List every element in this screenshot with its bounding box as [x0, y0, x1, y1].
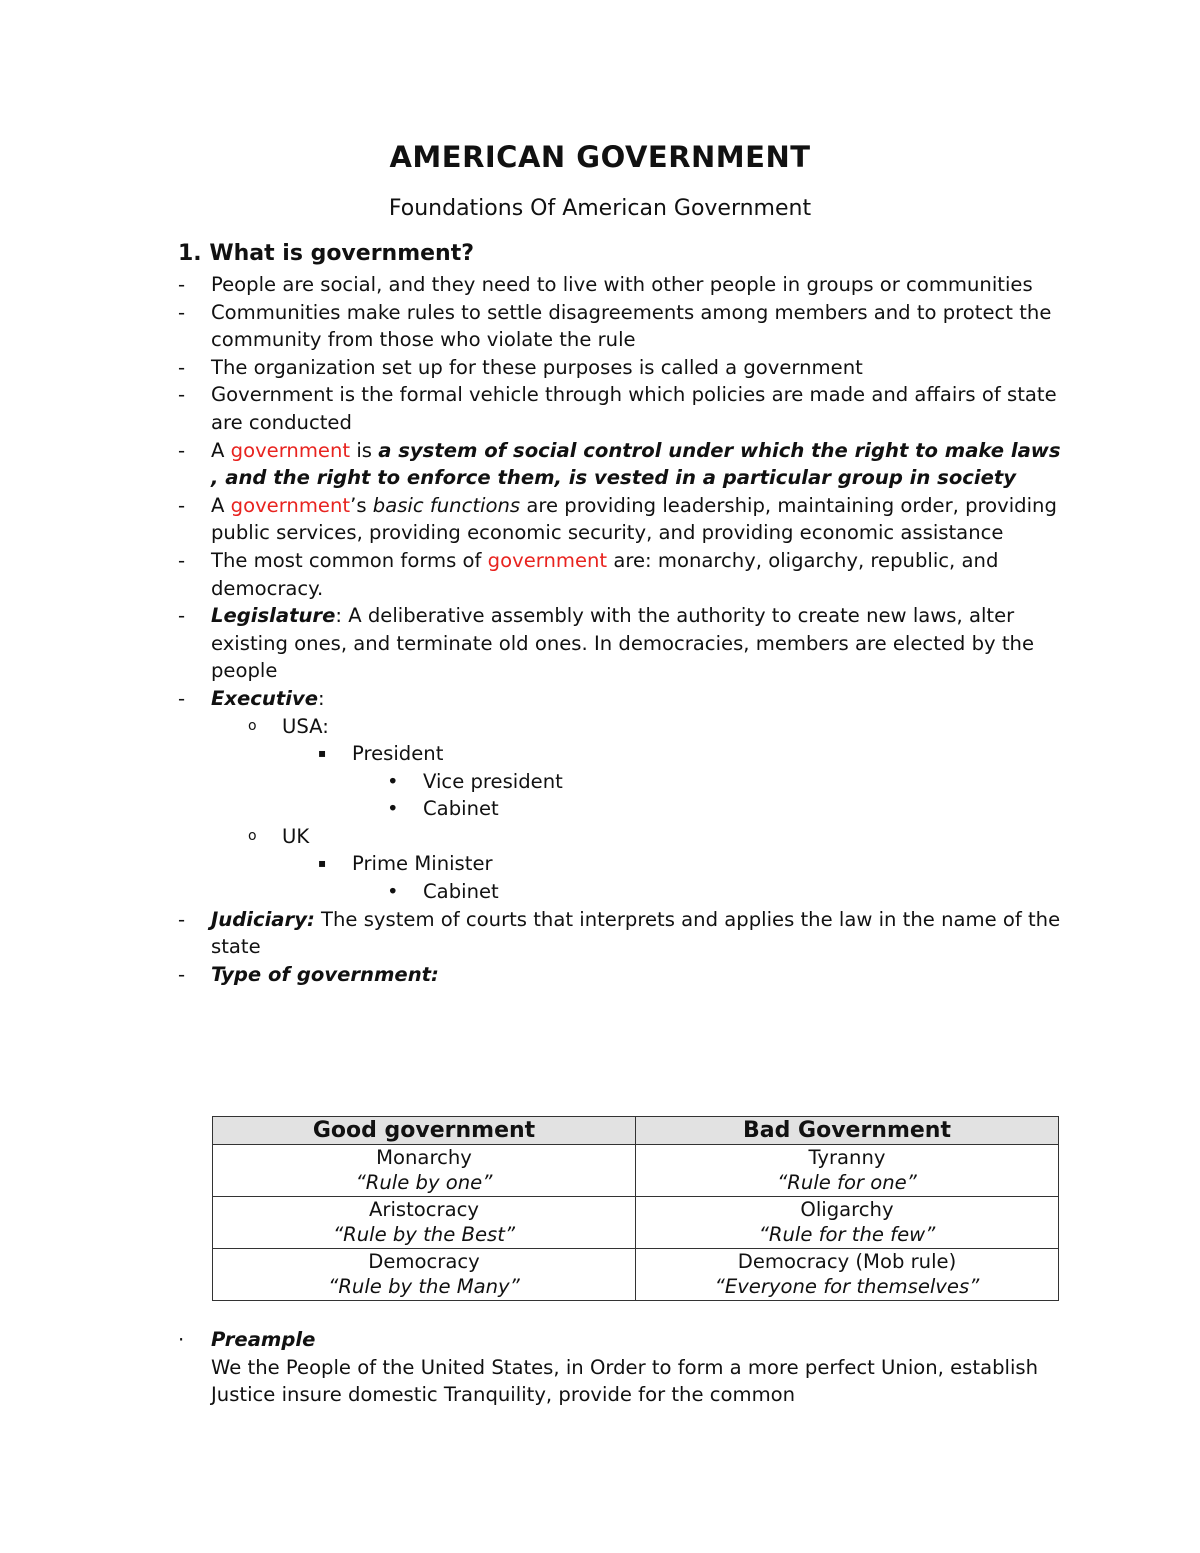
item-text: Cabinet — [423, 880, 499, 904]
table-cell — [213, 1145, 636, 1197]
list-item-functions — [178, 492, 1063, 547]
cell-quote: “Rule for the few” — [758, 1223, 936, 1246]
item-text: The organization set up for these purposes is called a government — [211, 355, 863, 379]
dash-marker: - — [178, 907, 186, 931]
term-executive: Executive — [211, 686, 319, 710]
definition-text: a system of social control under which the right to make laws , and the right to enforce them, is vested in a particular group in society — [211, 438, 1061, 490]
cell-name: Democracy — [368, 1250, 480, 1273]
highlight-term: government — [230, 438, 351, 462]
dash-marker: - — [178, 493, 186, 517]
list-item — [178, 299, 1063, 354]
sub-item-uk — [178, 823, 1063, 851]
term-types: Type of government: — [211, 962, 439, 986]
section-heading: 1. What is government? — [178, 241, 474, 266]
preamble-section — [178, 1326, 1063, 1409]
list-item-forms — [178, 547, 1063, 602]
dash-marker: - — [178, 383, 186, 407]
cell-name: Oligarchy — [800, 1198, 894, 1221]
dot-marker: • — [387, 797, 399, 821]
item-text: A — [211, 493, 231, 517]
item-text: Government is the formal vehicle through which policies are made and affairs of state are conducted — [211, 383, 1057, 434]
dash-marker: - — [178, 962, 186, 986]
sub-item-cabinet — [178, 795, 1063, 823]
cell-quote: “Rule by the Best” — [332, 1223, 516, 1246]
list-item — [178, 381, 1063, 436]
highlight-term: government — [487, 548, 608, 572]
bullet-list — [178, 271, 1063, 988]
dash-marker: - — [178, 438, 186, 462]
circle-marker: o — [248, 717, 257, 734]
list-item-definition — [178, 437, 1063, 492]
cell-name: Aristocracy — [369, 1198, 479, 1221]
table-cell — [213, 1197, 636, 1249]
item-text: A — [211, 438, 231, 462]
circle-marker: o — [248, 827, 257, 844]
sub-item-cabinet — [178, 878, 1063, 906]
sub-item-pm — [178, 850, 1063, 878]
square-marker: ▪ — [318, 746, 327, 761]
list-item — [178, 271, 1063, 299]
item-text: Cabinet — [423, 797, 499, 821]
table-cell — [636, 1249, 1059, 1301]
item-text: : — [318, 686, 325, 710]
item-text: President — [352, 742, 444, 766]
item-text: : A deliberative assembly with the authority to create new laws, alter existing ones, and terminate old ones. In democracies, members are elected by the people — [211, 604, 1035, 683]
document-subtitle: Foundations Of American Government — [388, 196, 812, 221]
term-legislature: Legislature — [211, 604, 336, 628]
list-item-legislature — [178, 602, 1063, 685]
table-cell — [636, 1197, 1059, 1249]
cell-quote: “Rule by one” — [355, 1171, 493, 1194]
dash-marker: - — [178, 300, 186, 324]
item-text: Vice president — [423, 769, 563, 793]
dash-marker: - — [178, 355, 186, 379]
cell-quote: “Everyone for themselves” — [714, 1275, 980, 1298]
cell-name: Tyranny — [808, 1146, 886, 1169]
dot-marker: · — [178, 1328, 185, 1351]
cell-quote: “Rule for one” — [777, 1171, 917, 1194]
item-text: are: monarchy, oligarchy, republic, and democracy. — [211, 548, 999, 600]
item-text: The system of courts that interprets and applies the law in the name of the state — [211, 907, 1061, 959]
italic-term: basic functions — [372, 493, 521, 517]
column-header: Good government — [213, 1117, 636, 1145]
cell-quote: “Rule by the Many” — [328, 1275, 520, 1298]
cell-name: Democracy (Mob rule) — [737, 1250, 957, 1273]
sub-item-president — [178, 740, 1063, 768]
dash-marker: - — [178, 548, 186, 572]
item-text: ’s — [350, 493, 373, 517]
list-item — [178, 354, 1063, 382]
term-judiciary: Judiciary: — [211, 907, 315, 931]
square-marker: ▪ — [318, 856, 327, 871]
item-text: USA: — [282, 714, 329, 738]
column-header: Bad Government — [636, 1117, 1059, 1145]
table-cell — [636, 1145, 1059, 1197]
document-title: AMERICAN GOVERNMENT — [389, 140, 811, 174]
dot-marker: • — [387, 769, 399, 793]
table-header-row — [213, 1117, 1059, 1145]
dash-marker: - — [178, 604, 186, 628]
item-text: is — [350, 438, 379, 462]
item-text: are providing leadership, maintaining order, providing public services, providing economic security, and providing economic assistance — [211, 493, 1057, 545]
list-item-types — [178, 961, 1063, 989]
preamble-heading: Preample — [211, 1328, 316, 1351]
list-item-executive — [178, 685, 1063, 713]
table-row — [213, 1197, 1059, 1249]
highlight-term: government — [230, 493, 351, 517]
list-item-preamble — [178, 1326, 1063, 1354]
table-cell — [213, 1249, 636, 1301]
item-text: Communities make rules to settle disagreements among members and to protect the community from those who violate the rule — [211, 300, 1052, 352]
government-types-table — [212, 1116, 1059, 1301]
sub-item-usa — [178, 713, 1063, 741]
item-text: People are social, and they need to live with other people in groups or communities — [211, 273, 1033, 296]
table-row — [213, 1145, 1059, 1197]
list-item-judiciary — [178, 906, 1063, 961]
cell-name: Monarchy — [376, 1146, 472, 1169]
item-text: UK — [282, 824, 310, 848]
dot-marker: • — [387, 880, 399, 904]
dash-marker: - — [178, 686, 186, 710]
preamble-text: We the People of the United States, in Order to form a more perfect Union, establish Justice insure domestic Tranquility, provide for the common — [211, 1355, 1039, 1407]
table-row — [213, 1249, 1059, 1301]
dash-marker: - — [178, 273, 186, 296]
item-text: The most common forms of — [211, 548, 488, 572]
sub-item-vp — [178, 768, 1063, 796]
item-text: Prime Minister — [352, 852, 493, 876]
